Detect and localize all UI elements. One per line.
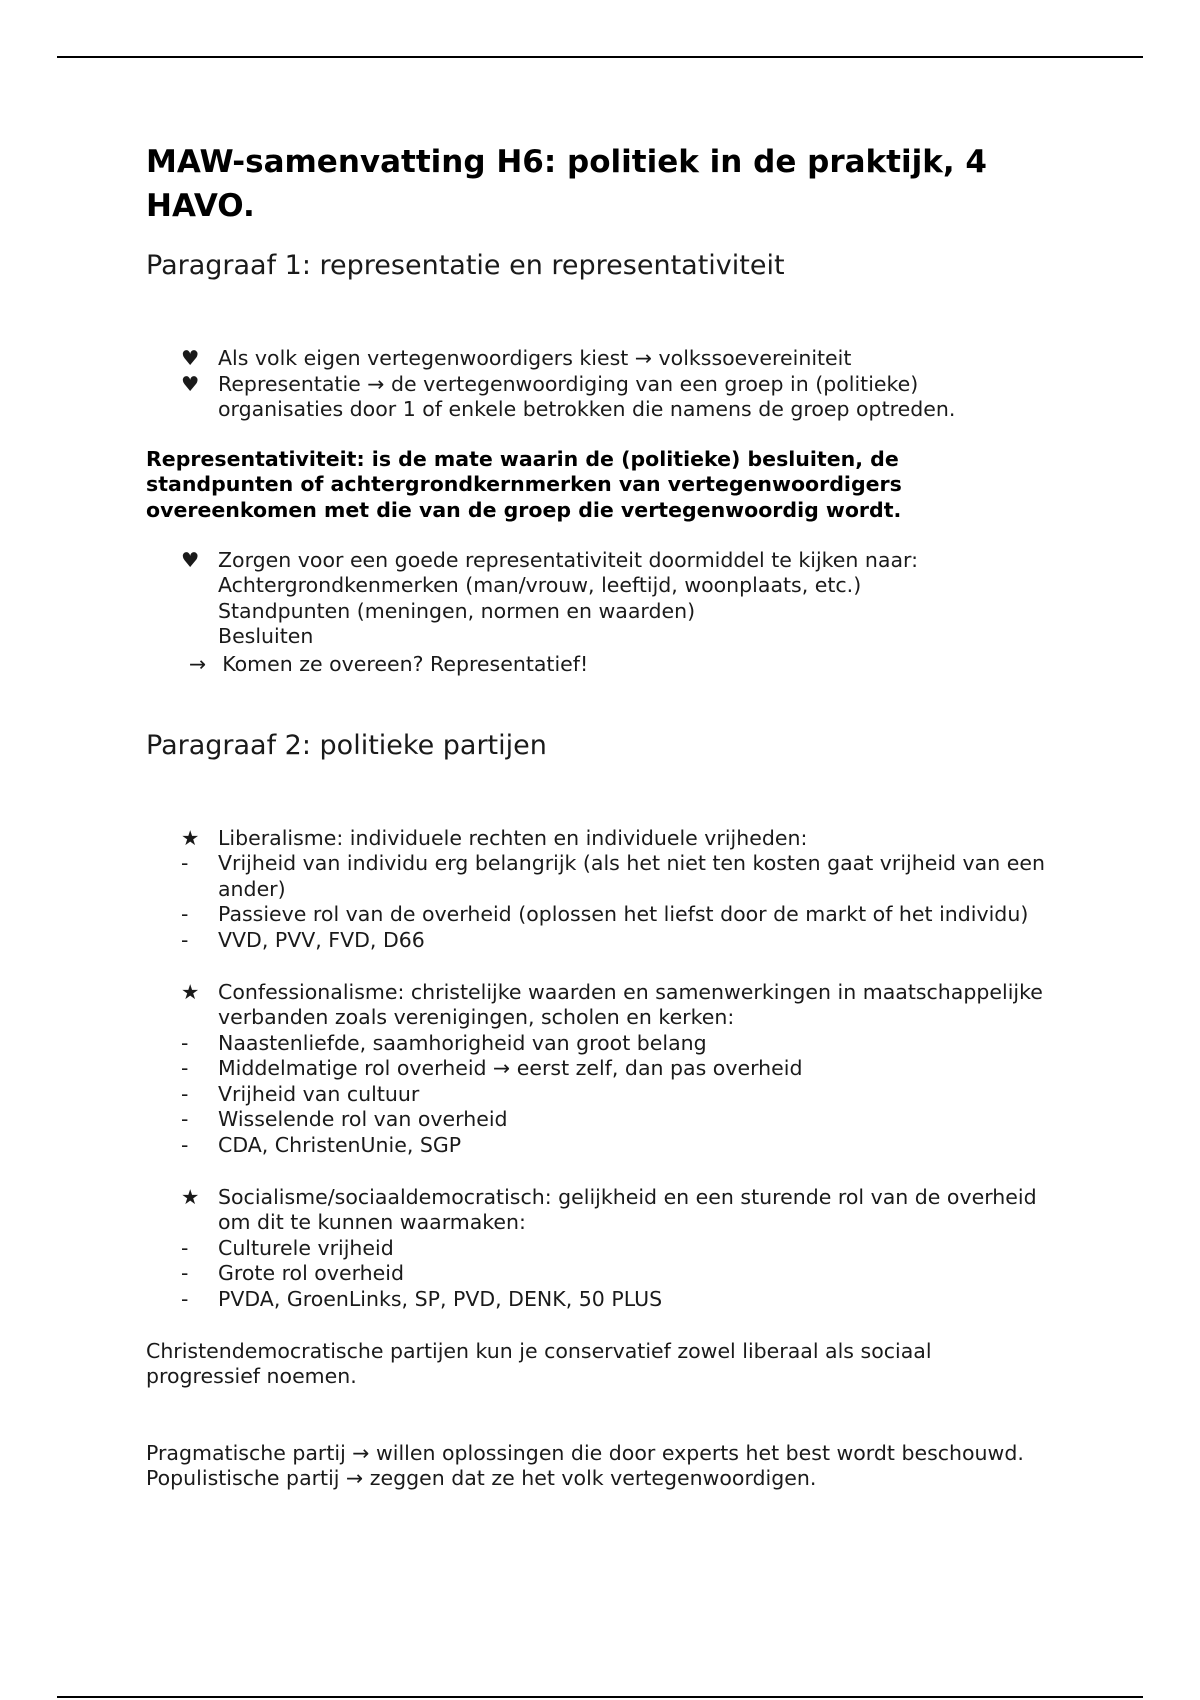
- dash-bullet-icon: -: [181, 1081, 189, 1106]
- representativiteit-definition: Representativiteit: is de mate waarin de (politieke) besluiten, de standpunten of achtergrondkernmerken van vertegenwoordigers overeenkomen met die van de groep die vertegenwoordig wordt.: [146, 446, 902, 522]
- list-representatie: [146, 346, 1046, 423]
- list-item-text: Vrijheid van cultuur: [218, 1081, 420, 1106]
- list-item: [146, 1185, 1046, 1236]
- dash-bullet-icon: -: [181, 1056, 189, 1081]
- list-item-text: Socialisme/sociaaldemocratisch: gelijkheid en een sturende rol van de overheid om dit te kunnen waarmaken:: [218, 1184, 1037, 1235]
- dash-bullet-icon: -: [181, 1133, 189, 1158]
- list-liberalisme: [146, 826, 1046, 954]
- list-item-text: Passieve rol van de overheid (oplossen het liefst door de markt of het individu): [218, 902, 1029, 927]
- list-item-text: Confessionalisme: christelijke waarden en samenwerkingen in maatschappelijke verbanden zoals verenigingen, scholen en kerken:: [218, 979, 1043, 1030]
- arrow-right-icon: →: [189, 651, 207, 676]
- list-item: [146, 548, 1046, 574]
- list-item-text: PVDA, GroenLinks, SP, PVD, DENK, 50 PLUS: [218, 1287, 663, 1312]
- dash-bullet-icon: -: [181, 1107, 189, 1132]
- list-item: [146, 980, 1046, 1031]
- list-item: [146, 851, 1046, 902]
- list-item-text: Culturele vrijheid: [218, 1235, 394, 1260]
- list-item: [146, 826, 1046, 852]
- list-item-text: VVD, PVV, FVD, D66: [218, 927, 425, 952]
- heart-bullet-icon: ♥: [181, 346, 200, 370]
- list-item-text: Liberalisme: individuele rechten en individuele vrijheden:: [218, 825, 808, 850]
- list-item: [146, 1056, 1046, 1082]
- pragmatisch-paragraph: Pragmatische partij → willen oplossingen die door experts het best wordt beschouwd.: [146, 1440, 1024, 1465]
- section-heading-paragraaf-2: Paragraaf 2: politieke partijen: [146, 729, 547, 761]
- list-marker: [146, 573, 218, 599]
- list-marker: [146, 624, 218, 650]
- bottom-rule: [57, 1696, 1143, 1698]
- list-socialisme: [146, 1185, 1046, 1313]
- document-title: MAW-samenvatting H6: politiek in de praktijk, 4 HAVO.: [146, 144, 987, 224]
- dash-bullet-icon: -: [181, 851, 189, 876]
- list-item: [146, 573, 1046, 599]
- list-item-text: Besluiten: [218, 624, 314, 649]
- list-item-text: Grote rol overheid: [218, 1261, 404, 1286]
- list-item: [146, 1082, 1046, 1108]
- conclusion-line: [146, 652, 1046, 678]
- list-item-text: Vrijheid van individu erg belangrijk (als het niet ten kosten gaat vrijheid van een ander): [218, 851, 1045, 901]
- top-rule: [57, 56, 1143, 58]
- list-item: [146, 346, 1046, 372]
- heart-bullet-icon: ♥: [181, 547, 200, 572]
- list-representativiteit-criteria: [146, 548, 1046, 650]
- list-item-text: Zorgen voor een goede representativiteit doormiddel te kijken naar:: [218, 547, 918, 572]
- star-bullet-icon: ★: [181, 825, 200, 850]
- section-heading-paragraaf-1: Paragraaf 1: representatie en representativiteit: [146, 250, 785, 281]
- populistisch-paragraph: Populistische partij → zeggen dat ze het volk vertegenwoordigen.: [146, 1466, 817, 1491]
- list-item-text: Representatie → de vertegenwoordiging van een groep in (politieke) organisaties door 1 of enkele betrokken die namens de groep optreden.: [218, 371, 956, 422]
- dash-bullet-icon: -: [181, 1235, 189, 1260]
- dash-bullet-icon: -: [181, 927, 189, 952]
- list-item-text: Middelmatige rol overheid → eerst zelf, dan pas overheid: [218, 1056, 803, 1081]
- dash-bullet-icon: -: [181, 1287, 189, 1312]
- list-item-text: Standpunten (meningen, normen en waarden): [218, 598, 696, 623]
- list-item: [146, 1133, 1046, 1159]
- list-item: [146, 902, 1046, 928]
- list-item: [146, 1031, 1046, 1057]
- list-item-text: CDA, ChristenUnie, SGP: [218, 1133, 462, 1158]
- list-item: [146, 624, 1046, 650]
- list-item-text: Wisselende rol van overheid: [218, 1107, 508, 1132]
- document-body: [146, 140, 1046, 1492]
- conclusion-text: Komen ze overeen? Representatief!: [222, 651, 589, 676]
- star-bullet-icon: ★: [181, 979, 200, 1004]
- dash-bullet-icon: -: [181, 902, 189, 927]
- list-item-text: Achtergrondkenmerken (man/vrouw, leeftijd, woonplaats, etc.): [218, 573, 862, 598]
- list-item: [146, 1287, 1046, 1313]
- list-item-text: Als volk eigen vertegenwoordigers kiest → volkssoevereiniteit: [218, 346, 852, 370]
- list-item: [146, 1236, 1046, 1262]
- list-item: [146, 1107, 1046, 1133]
- list-item: [146, 599, 1046, 625]
- list-confessionalisme: [146, 980, 1046, 1159]
- list-marker: [146, 599, 218, 625]
- list-item: [146, 372, 1046, 423]
- list-item: [146, 928, 1046, 954]
- star-bullet-icon: ★: [181, 1184, 200, 1209]
- christendemocratisch-paragraph: Christendemocratische partijen kun je conservatief zowel liberaal als sociaal progressief noemen.: [146, 1338, 932, 1389]
- list-item-text: Naastenliefde, saamhorigheid van groot belang: [218, 1030, 707, 1055]
- list-item: [146, 1261, 1046, 1287]
- heart-bullet-icon: ♥: [181, 371, 200, 396]
- dash-bullet-icon: -: [181, 1030, 189, 1055]
- dash-bullet-icon: -: [181, 1261, 189, 1286]
